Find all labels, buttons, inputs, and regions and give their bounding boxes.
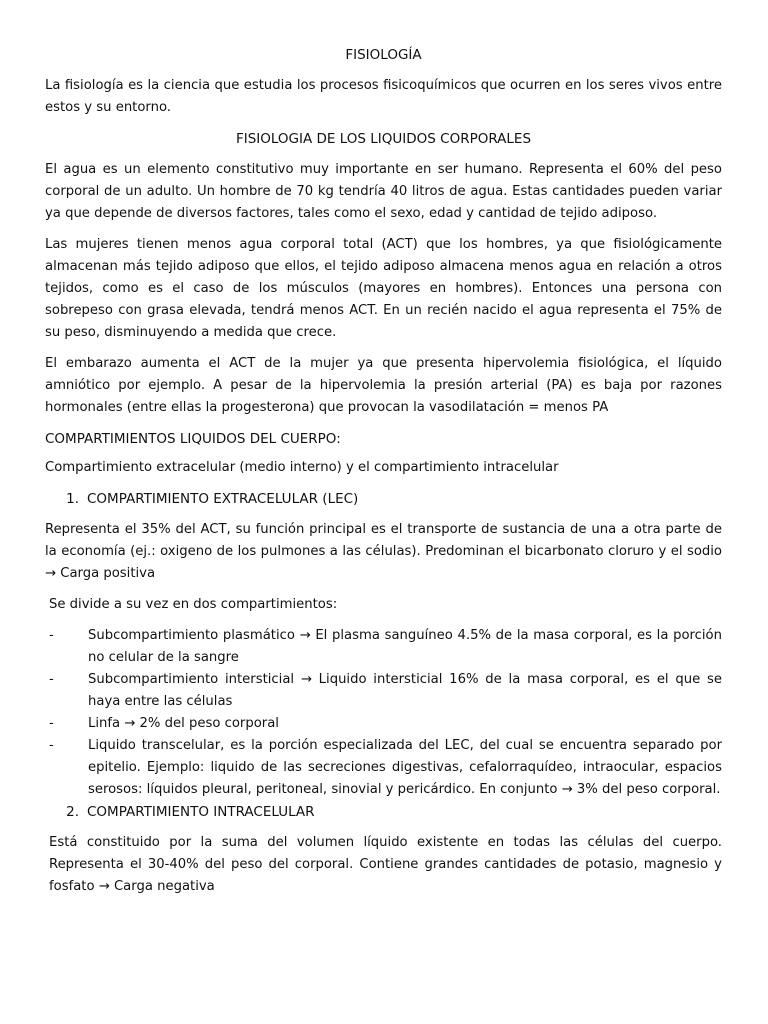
list-item-text: Liquido transcelular, es la porción especializada del LEC, del cual se encuentra separado por epitelio. Ejemplo: liquido de las secreciones digestivas, cefalorraquídeo, intraocular, espacios serosos: líquidos pleural, peritoneal, sinovial y pericárdico. En conjunto → 3% del peso corporal. [88, 738, 722, 797]
list-dash: - [49, 672, 54, 687]
lec-divide-text: Se divide a su vez en dos compartimientos: [49, 597, 338, 612]
paragraph-embarazo: El embarazo aumenta el ACT de la mujer ya que presenta hipervolemia fisiológica, el líquido amniótico por ejemplo. A pesar de la hipervolemia la presión arterial (PA) es baja por razones hormonales (entre ellas la progesterona) que provocan la vasodilatación = menos PA [45, 356, 722, 415]
section-heading-liquidos: FISIOLOGIA DE LOS LIQUIDOS CORPORALES [235, 131, 532, 147]
paragraph-agua: El agua es un elemento constitutivo muy importante en ser humano. Representa el 60% del peso corporal de un adulto. Un hombre de 70 kg tendría 40 litros de agua. Estas cantidades pueden variar ya que depende de diversos factores, tales como el sexo, edad y cantidad de tejido adiposo. [45, 162, 722, 221]
compartments-heading-text: COMPARTIMIENTOS LIQUIDOS DEL CUERPO [45, 431, 337, 447]
lic-number: 2. [66, 804, 79, 820]
lic-heading [45, 801, 722, 823]
compartments-text: Compartimiento extracelular (medio interno) y el compartimiento intracelular [45, 460, 559, 475]
paragraph-mujeres: Las mujeres tienen menos agua corporal total (ACT) que los hombres, ya que fisiológicamente almacenan más tejido adiposo que ellos, el tejido adiposo almacena menos agua en relación a otros tejidos, como es el caso de los músculos (mayores en hombres). Entonces una persona con sobrepeso con grasa elevada, tendrá menos ACT. En un recién nacido el agua representa el 75% de su peso, disminuyendo a medida que crece. [45, 237, 722, 340]
lec-number: 1. [66, 491, 79, 507]
compartments-heading [45, 428, 722, 450]
intro-paragraph: La fisiología es la ciencia que estudia los procesos fisicoquímicos que ocurren en los seres vivos entre estos y su entorno. [45, 78, 722, 115]
list-item-text: Subcompartimiento plasmático → El plasma sanguíneo 4.5% de la masa corporal, es la porción no celular de la sangre [88, 628, 722, 665]
list-item [45, 713, 722, 735]
list-dash: - [49, 738, 54, 753]
list-dash: - [49, 716, 54, 731]
lec-title: COMPARTIMIENTO EXTRACELULAR (LEC) [87, 491, 359, 507]
list-item-text: Subcompartimiento intersticial → Liquido intersticial 16% de la masa corporal, es el que se haya entre las células [88, 672, 722, 709]
list-item-text: Linfa → 2% del peso corporal [88, 716, 279, 731]
lec-paragraph: Representa el 35% del ACT, su función principal es el transporte de sustancia de una a otra parte de la economía (ej.: oxigeno de los pulmones a las células). Predominan el bicarbonato cloruro y el sodio → Carga positiva [45, 522, 722, 581]
list-dash: - [49, 628, 54, 643]
lic-paragraph: Está constituido por la suma del volumen líquido existente en todas las células del cuerpo. Representa el 30-40% del peso del corporal. Contiene grandes cantidades de potasio, magnesio y fosfato → Carga negativa [49, 835, 722, 894]
list-item [45, 625, 722, 669]
document-title: FISIOLOGÍA [345, 47, 422, 63]
compartments-heading-colon: : [336, 431, 341, 447]
lec-heading [45, 488, 722, 510]
lec-subcompartment-list [45, 625, 722, 801]
list-item [45, 669, 722, 713]
lic-title: COMPARTIMIENTO INTRACELULAR [87, 804, 315, 820]
list-item [45, 735, 722, 801]
